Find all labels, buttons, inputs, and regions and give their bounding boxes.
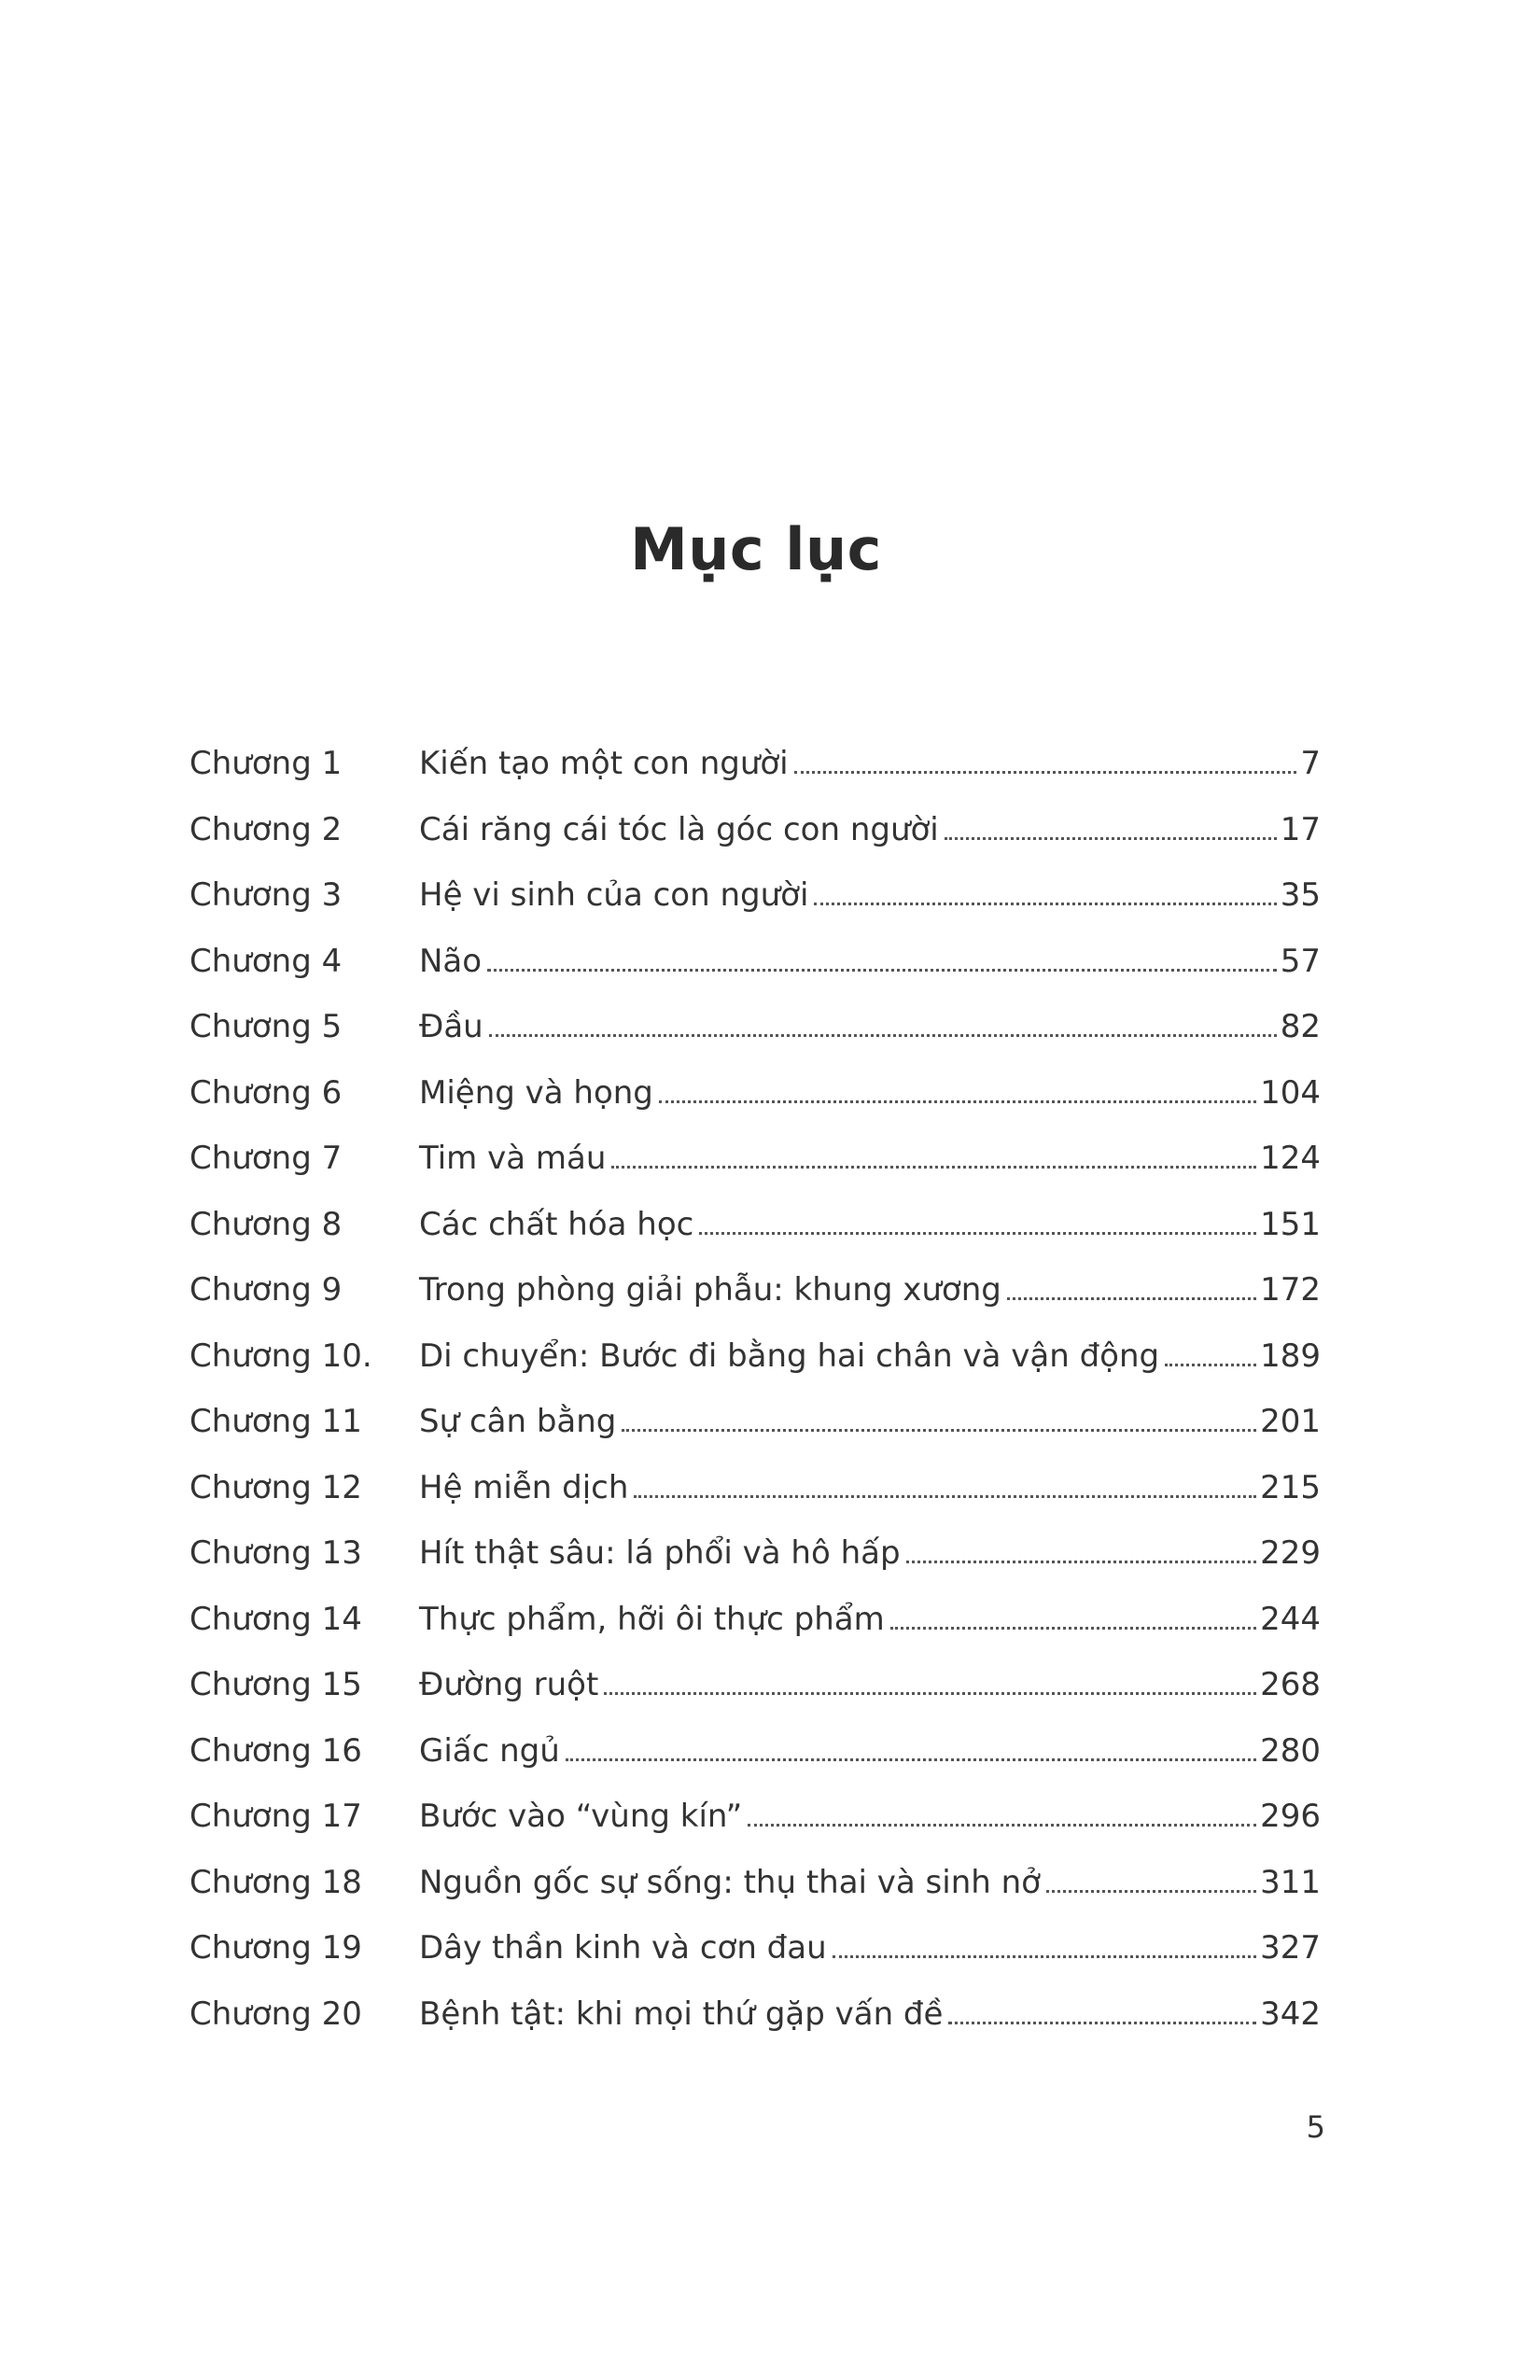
toc-chapter-label: Chương 13 [189,1534,362,1572]
toc-dot-leader [634,1495,1256,1498]
toc-dot-leader [604,1692,1256,1695]
toc-chapter-title: Đường ruột [419,1666,599,1703]
toc-entry [189,1601,1321,1667]
toc-chapter-label: Chương 12 [189,1468,362,1506]
toc-dot-leader [794,771,1297,774]
toc-page-number: 124 [1260,1140,1321,1177]
toc-chapter-title: Hệ vi sinh của con người [419,876,809,914]
toc-page-number: 342 [1260,1995,1321,2033]
toc-chapter-label: Chương 16 [189,1731,362,1770]
toc-dot-leader [566,1758,1256,1761]
toc-chapter-title: Bệnh tật: khi mọi thứ gặp vấn đề [419,1995,944,2033]
toc-chapter-label: Chương 3 [189,876,343,914]
toc-page-number: 104 [1260,1073,1321,1112]
toc-chapter-label: Chương 15 [189,1666,362,1703]
toc-page-number: 327 [1260,1929,1321,1967]
toc-chapter-label: Chương 19 [189,1929,362,1967]
toc-entry [189,745,1321,811]
toc-chapter-title: Bước vào “vùng kín” [419,1798,743,1835]
toc-chapter-title: Giấc ngủ [419,1731,560,1770]
toc-chapter-label: Chương 4 [189,942,343,980]
toc-page-number: 17 [1280,810,1321,848]
toc-page-number: 244 [1260,1600,1321,1638]
table-of-contents [189,745,1321,2061]
toc-dot-leader [487,969,1277,972]
toc-page-number: 82 [1280,1008,1321,1045]
toc-page-number: 268 [1260,1666,1321,1703]
toc-entry [189,1864,1321,1930]
toc-page-number: 280 [1260,1731,1321,1770]
toc-entry [189,1929,1321,1995]
page-number: 5 [1306,2109,1325,2145]
toc-page-number: 151 [1260,1205,1321,1243]
toc-chapter-label: Chương 5 [189,1008,343,1045]
toc-entry [189,1206,1321,1272]
toc-chapter-label: Chương 11 [189,1403,362,1440]
toc-page-number: 172 [1260,1271,1321,1309]
toc-dot-leader [659,1100,1256,1103]
toc-chapter-label: Chương 20 [189,1995,362,2033]
toc-page-number: 311 [1260,1863,1321,1901]
toc-entry [189,1995,1321,2062]
toc-entry [189,943,1321,1009]
toc-dot-leader [906,1561,1257,1563]
toc-dot-leader [748,1824,1256,1827]
toc-entry [189,1271,1321,1337]
toc-chapter-label: Chương 8 [189,1205,343,1243]
toc-entry [189,1337,1321,1404]
toc-page-number: 57 [1280,942,1321,980]
toc-chapter-title: Dây thần kinh và cơn đau [419,1929,827,1967]
toc-chapter-title: Hệ miễn dịch [419,1468,629,1506]
page-title: Mục lục [630,514,882,583]
toc-chapter-label: Chương 7 [189,1140,343,1177]
toc-chapter-title: Đầu [419,1008,483,1045]
toc-dot-leader [945,837,1277,840]
toc-entry [189,1534,1321,1601]
toc-chapter-label: Chương 14 [189,1600,362,1638]
toc-chapter-label: Chương 18 [189,1863,362,1901]
toc-chapter-title: Trong phòng giải phẫu: khung xương [419,1271,1001,1309]
toc-entry [189,1008,1321,1074]
toc-chapter-title: Hít thật sâu: lá phổi và hô hấp [419,1534,901,1572]
toc-chapter-title: Thực phẩm, hỡi ôi thực phẩm [419,1600,885,1638]
toc-chapter-label: Chương 17 [189,1798,362,1835]
toc-dot-leader [814,903,1276,905]
toc-chapter-label: Chương 9 [189,1271,343,1309]
toc-chapter-title: Các chất hóa học [419,1205,694,1243]
toc-chapter-title: Di chuyển: Bước đi bằng hai chân và vận động [419,1337,1160,1375]
toc-dot-leader [1046,1890,1256,1893]
toc-dot-leader [622,1429,1256,1432]
toc-dot-leader [699,1232,1256,1235]
toc-dot-leader [611,1166,1256,1169]
toc-page-number: 7 [1300,745,1321,782]
toc-dot-leader [1165,1364,1256,1366]
toc-dot-leader [948,2022,1256,2024]
toc-dot-leader [833,1955,1256,1958]
toc-chapter-title: Não [419,942,483,980]
toc-dot-leader [1007,1297,1256,1300]
toc-entry [189,876,1321,943]
toc-entry [189,811,1321,877]
toc-entry [189,1074,1321,1141]
toc-page-number: 296 [1260,1798,1321,1835]
toc-chapter-title: Cái răng cái tóc là góc con người [419,810,939,848]
toc-chapter-title: Tim và máu [419,1140,607,1177]
toc-entry [189,1469,1321,1535]
toc-dot-leader [489,1034,1277,1037]
toc-chapter-label: Chương 10. [189,1337,372,1375]
toc-page-number: 35 [1280,876,1321,914]
toc-entry [189,1403,1321,1469]
toc-page-number: 189 [1260,1337,1321,1375]
toc-page-number: 201 [1260,1403,1321,1440]
toc-chapter-title: Kiến tạo một con người [419,745,789,782]
toc-page-number: 215 [1260,1468,1321,1506]
toc-dot-leader [890,1627,1256,1630]
toc-page-number: 229 [1260,1534,1321,1572]
toc-entry [189,1732,1321,1799]
toc-entry [189,1666,1321,1732]
toc-chapter-title: Miệng và họng [419,1073,653,1112]
toc-chapter-label: Chương 6 [189,1073,343,1112]
toc-entry [189,1798,1321,1864]
toc-chapter-label: Chương 1 [189,745,343,782]
toc-chapter-title: Sự cân bằng [419,1403,617,1440]
toc-chapter-title: Nguồn gốc sự sống: thụ thai và sinh nở [419,1863,1041,1901]
toc-chapter-label: Chương 2 [189,810,343,848]
toc-entry [189,1140,1321,1206]
